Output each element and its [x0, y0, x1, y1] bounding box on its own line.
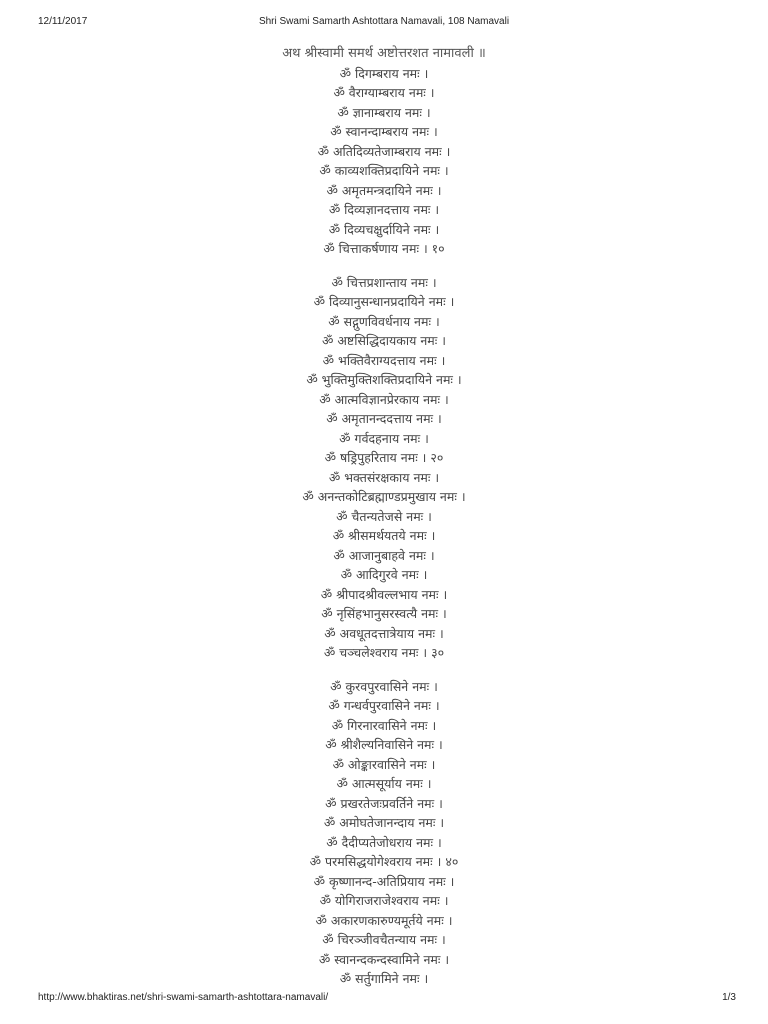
namavali-line: ॐ प्रखरतेजःप्रवर्तिने नमः । [325, 795, 443, 811]
namavali-line: ॐ दिव्यचक्षुर्दायिने नमः । [328, 221, 440, 237]
namavali-line: ॐ वैराग्याम्बराय नमः । [333, 85, 435, 100]
namavali-line: ॐ श्रीशैल्यनिवासिने नमः । [325, 737, 443, 752]
namavali-content [0, 44, 768, 989]
namavali-line: ॐ स्वानन्दकन्दस्वामिने नमः । [318, 951, 450, 967]
namavali-line: ॐ आत्मसूर्याय नमः । [336, 776, 432, 791]
namavali-line: ॐ ओङ्कारवासिने नमः । [332, 756, 436, 772]
namavali-line: ॐ अमोघतेजानन्दाय नमः । [323, 815, 445, 830]
namavali-line: ॐ योगिराजराजेश्वराय नमः । [319, 893, 449, 908]
namavali-line: ॐ श्रीसमर्थयतये नमः । [332, 528, 436, 543]
namavali-group-1 [0, 64, 768, 259]
namavali-line: ॐ गिरनारवासिने नमः । [331, 717, 437, 733]
namavali-line: ॐ अनन्तकोटिब्रह्माण्डप्रमुखाय नमः । [302, 489, 466, 504]
page-number: 1/3 [722, 992, 736, 1003]
namavali-line: ॐ गन्धर्वपुरवासिने नमः । [328, 698, 440, 713]
namavali-line: ॐ आजानुबाहवे नमः । [333, 547, 435, 563]
namavali-line: ॐ गर्वदहनाय नमः । [339, 430, 429, 446]
namavali-line: ॐ काव्यशक्तिप्रदायिने नमः । [319, 163, 449, 178]
namavali-line: ॐ आत्मविज्ञानप्रेरकाय नमः । [319, 391, 449, 407]
namavali-line: ॐ अतिदिव्यतेजाम्बराय नमः । [317, 143, 451, 159]
namavali-line: ॐ अकारणकारुण्यमूर्तये नमः । [315, 912, 453, 928]
source-url: http://www.bhaktiras.net/shri-swami-samarth-ashtottara-namavali/ [38, 992, 329, 1003]
namavali-line: ॐ ज्ञानाम्बराय नमः । [337, 104, 431, 120]
namavali-line: ॐ अमृतमन्त्रदायिने नमः । [326, 182, 442, 198]
namavali-line: ॐ सद्गुणविवर्धनाय नमः । [328, 313, 440, 329]
namavali-line: ॐ कृष्णानन्द-अतिप्रियाय नमः । [313, 873, 455, 889]
namavali-title: अथ श्रीस्वामी समर्थ अष्टोत्तरशत नामावली ॥ [282, 46, 486, 61]
namavali-line: ॐ दैदीप्यतेजोधराय नमः । [326, 834, 442, 850]
namavali-line: ॐ परमसिद्धयोगेश्वराय नमः । ४० [309, 854, 459, 869]
namavali-group-3 [0, 677, 768, 989]
namavali-line: ॐ भुक्तिमुक्तिशक्तिप्रदायिने नमः । [306, 372, 462, 387]
page-title: Shri Swami Samarth Ashtottara Namavali, 108 Namavali [258, 16, 510, 27]
namavali-line: ॐ दिव्यज्ञानदत्ताय नमः । [328, 202, 440, 217]
namavali-line: ॐ दिव्यानुसन्धानप्रदायिने नमः । [313, 294, 455, 309]
namavali-line: ॐ अवधूतदत्तात्रेयाय नमः । [324, 625, 444, 641]
namavali-line: ॐ चैतन्यतेजसे नमः । [336, 508, 432, 524]
namavali-line: ॐ सर्तुगामिने नमः । [339, 971, 429, 986]
namavali-line: ॐ भक्तसंरक्षकाय नमः । [328, 469, 440, 485]
namavali-line: ॐ अष्टसिद्धिदायकाय नमः । [322, 333, 446, 348]
namavali-line: ॐ चित्ताकर्षणाय नमः । १० [323, 241, 445, 256]
namavali-line: ॐ चञ्चलेश्वराय नमः । ३० [323, 645, 445, 660]
namavali-line: ॐ कुरवपुरवासिने नमः । [330, 678, 438, 694]
group-spacer [0, 259, 768, 273]
namavali-line: ॐ आदिगुरवे नमः । [340, 567, 428, 582]
namavali-line: ॐ स्वानन्दाम्बराय नमः । [330, 124, 438, 139]
print-date: 12/11/2017 [38, 16, 88, 27]
namavali-line: ॐ दिगम्बराय नमः । [339, 65, 429, 81]
namavali-line: ॐ श्रीपादश्रीवल्लभाय नमः । [320, 586, 448, 602]
namavali-line: ॐ चिरञ्जीवचैतन्याय नमः । [322, 932, 446, 947]
group-spacer [0, 663, 768, 677]
namavali-line: ॐ नृसिंहभानुसरस्वत्यै नमः । [321, 606, 447, 621]
namavali-group-2 [0, 273, 768, 663]
namavali-line: ॐ भक्तिवैराग्यदत्ताय नमः । [322, 352, 446, 368]
namavali-line: ॐ चित्तप्रशान्ताय नमः । [331, 274, 437, 290]
namavali-line: ॐ अमृतानन्ददत्ताय नमः । [326, 411, 442, 426]
namavali-line: ॐ षड्रिपुहरिताय नमः । २० [324, 450, 444, 465]
